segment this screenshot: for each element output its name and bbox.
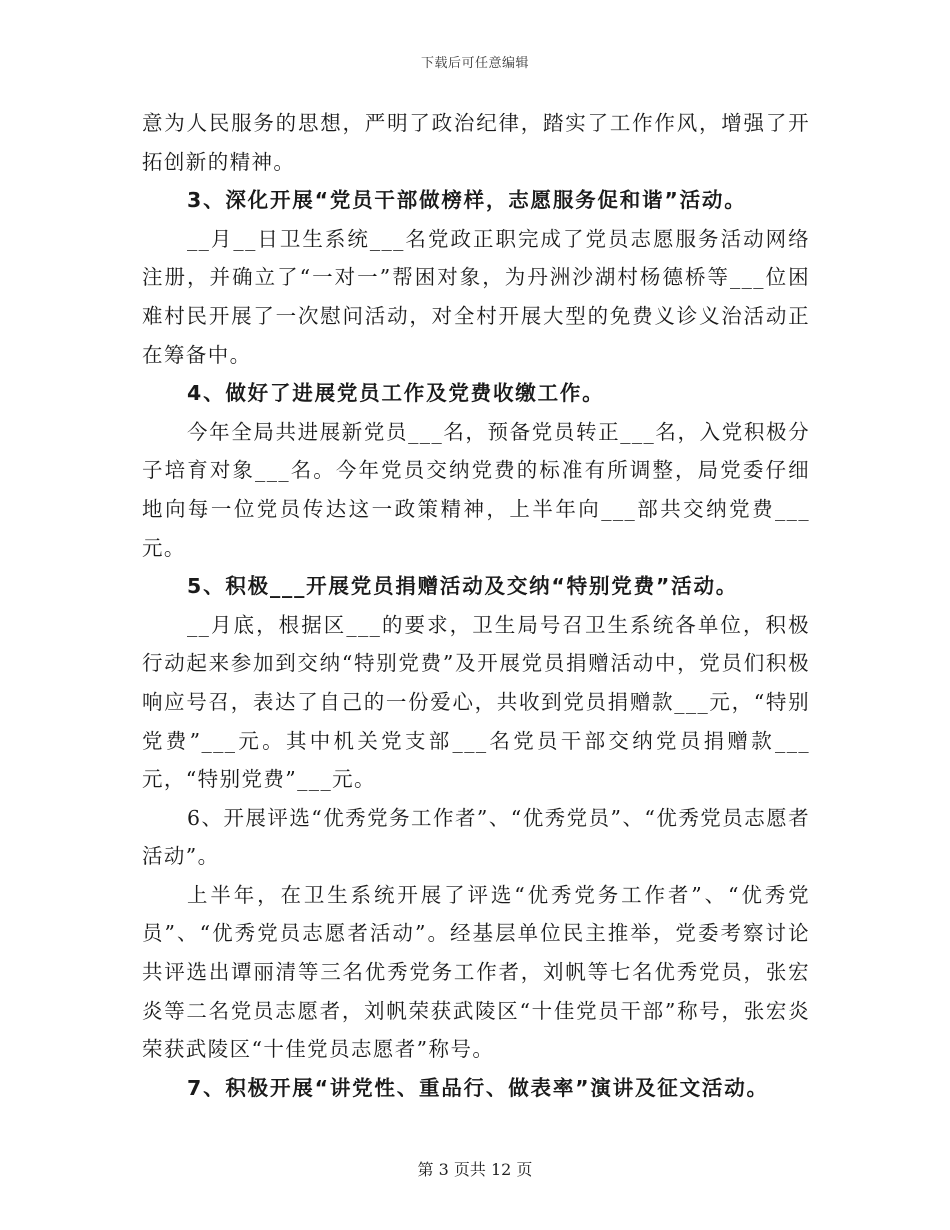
paragraph-volunteer-service: __月__日卫生系统___名党政正职完成了党员志愿服务活动网络注册，并确立了“一对一”帮困对象，为丹洲沙湖村杨德桥等___位困难村民开展了一次慰问活动，对全村开展大型的免费义诊义治活动正在筹备中。 <box>142 226 810 367</box>
page-number-footer: 第 3 页共 12 页 <box>417 1160 533 1179</box>
page-header: 下载后可任意编辑 <box>420 56 529 71</box>
paragraph-special-dues: __月底，根据区___的要求，卫生局号召卫生系统各单位，积极行动起来参加到交纳“特别党费”及开展党员捐赠活动中，党员们积极响应号召，表达了自己的一份爱心，共收到党员捐赠款___元，“特别党费”___元。其中机关党支部___名党员干部交纳党员捐赠款___元，“特别党费”___元。 <box>142 612 810 792</box>
document-body <box>142 104 810 1107</box>
section-heading-6: 6、开展评选“优秀党务工作者”、“优秀党员”、“优秀党员志愿者活动”。 <box>142 805 810 869</box>
paragraph-continued: 意为人民服务的思想，严明了政治纪律，踏实了工作作风，增强了开拓创新的精神。 <box>142 111 810 174</box>
section-heading-5: 5、积极___开展党员捐赠活动及交纳“特别党费”活动。 <box>187 574 739 599</box>
section-heading-4: 4、做好了进展党员工作及党费收缴工作。 <box>187 381 605 406</box>
paragraph-party-member-dues: 今年全局共进展新党员___名，预备党员转正___名，入党积极分子培育对象___名。今年党员交纳党费的标准有所调整，局党委仔细地向每一位党员传达这一政策精神，上半年向___部共交纳党费___元。 <box>142 419 810 560</box>
paragraph-awards: 上半年，在卫生系统开展了评选“优秀党务工作者”、“优秀党员”、“优秀党员志愿者活动”。经基层单位民主推举，党委考察讨论共评选出谭丽清等三名优秀党务工作者，刘帆等七名优秀党员，张宏炎等二名党员志愿者，刘帆荣获武陵区“十佳党员干部”称号，张宏炎荣获武陵区“十佳党员志愿者”称号。 <box>142 882 810 1062</box>
section-heading-7: 7、积极开展“讲党性、重品行、做表率”演讲及征文活动。 <box>187 1075 769 1100</box>
section-heading-3: 3、深化开展“党员干部做榜样，志愿服务促和谐”活动。 <box>187 188 747 213</box>
